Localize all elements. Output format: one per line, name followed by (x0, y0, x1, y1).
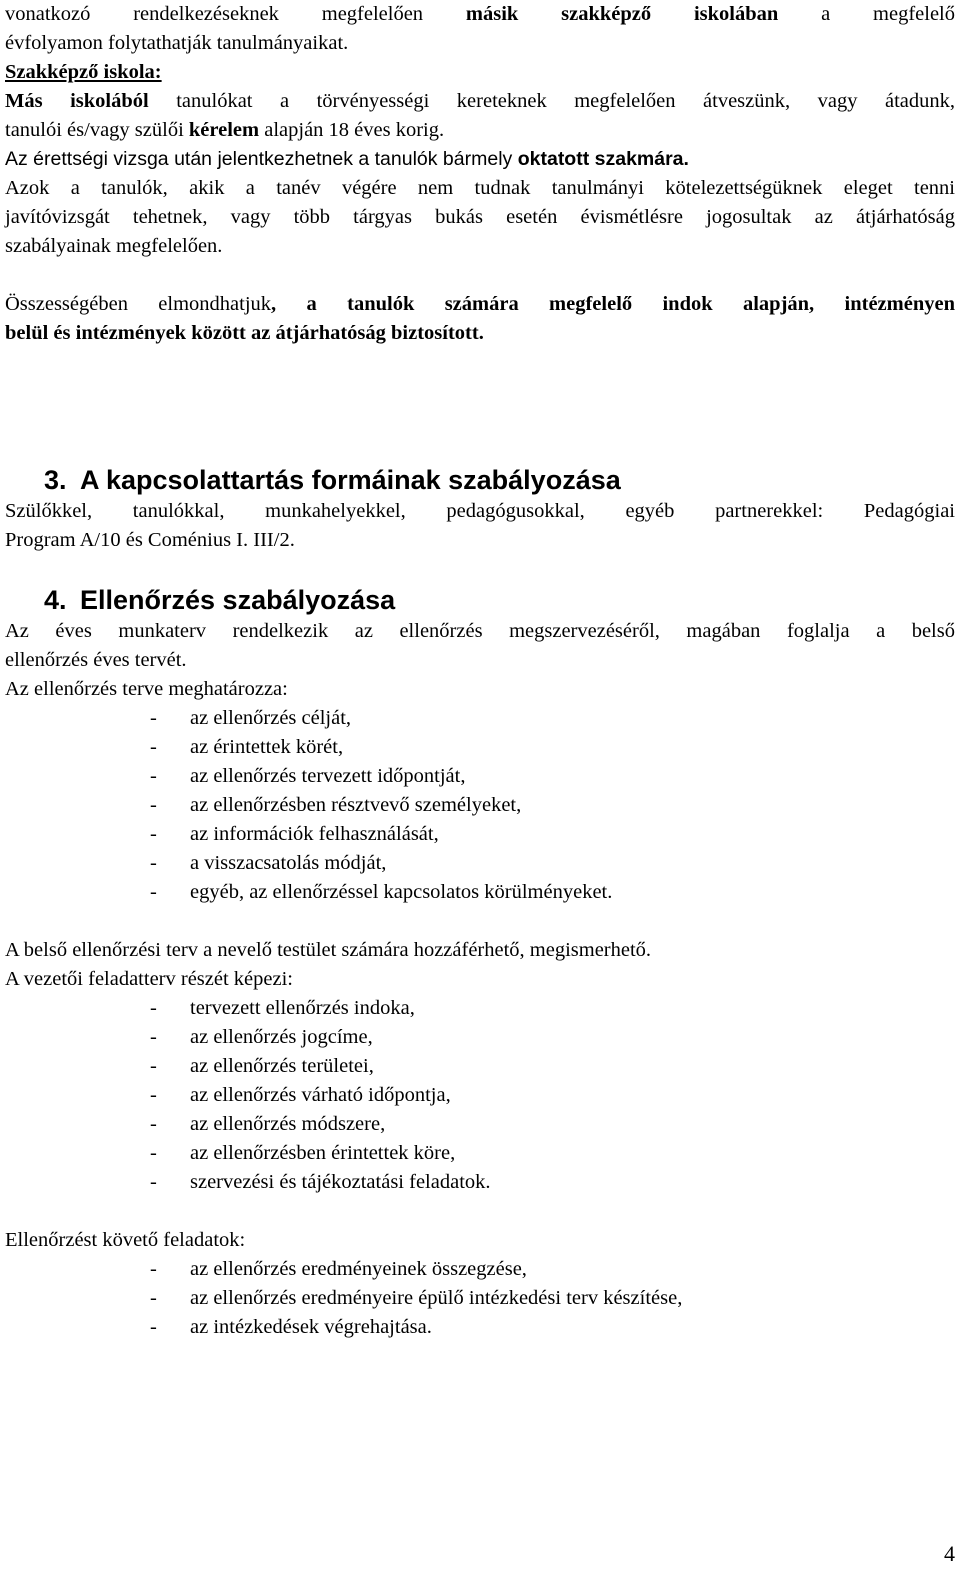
text-span: alapján 18 éves korig. (259, 119, 445, 141)
section-4-line-2: ellenőrzés éves tervét. (5, 649, 187, 671)
kovetes-intro: Ellenőrzést követő feladatok: (5, 1229, 246, 1251)
plan-intro: Az ellenőrzés terve meghatározza: (5, 678, 288, 700)
list-item (150, 1110, 385, 1139)
list-item (150, 1255, 527, 1284)
bold-span: belül és intézmények között az átjárhatóság biztosított. (5, 322, 484, 344)
list-dash: - (150, 823, 157, 845)
list-item (150, 1284, 682, 1313)
text-line-4 (5, 87, 955, 116)
bold-underlined-span: Szakképző iskola: (5, 61, 162, 83)
heading-number: 3. (44, 465, 67, 495)
list-dash: - (150, 794, 157, 816)
list-dash: - (150, 1055, 157, 1077)
text-line-7: Azok a tanulók, akik a tanév végére nem tudnak tanulmányi kötelezettségüknek eleget tenni (5, 177, 955, 199)
list-item-text: az intézkedések végrehajtása. (190, 1316, 432, 1338)
list-dash: - (150, 852, 157, 874)
list-item (150, 1081, 451, 1110)
list-item-text: az ellenőrzés jogcíme, (190, 1026, 373, 1048)
list-item-text: az ellenőrzésben érintettek köre, (190, 1142, 456, 1164)
text-span: Az érettségi vizsga után jelentkezhetnek a tanulók bármely (5, 148, 518, 170)
list-item (150, 1168, 491, 1197)
list-item-text: a visszacsatolás módját, (190, 852, 387, 874)
list-item-text: az ellenőrzés eredményeire épülő intézkedési terv készítése, (190, 1287, 683, 1309)
bold-span: másik szakképző iskolában (465, 3, 779, 25)
list-dash: - (150, 1113, 157, 1135)
list-dash: - (150, 1026, 157, 1048)
list-item (150, 762, 465, 791)
heading-section-4 (44, 584, 395, 616)
list-item-text: az ellenőrzés eredményeinek összegzése, (190, 1258, 527, 1280)
subheading-szakkepzo (5, 58, 955, 87)
list-item (150, 1313, 432, 1342)
text-span: Összességében elmondhatjuk (5, 293, 272, 315)
heading-text: A kapcsolattartás formáinak szabályozása (80, 465, 621, 495)
page-number: 4 (944, 1541, 955, 1566)
section-4-line-1: Az éves munkaterv rendelkezik az ellenőrzés megszervezéséről, magában foglalja a belső (5, 620, 955, 642)
list-dash: - (150, 707, 157, 729)
section-3-line-1: Szülőkkel, tanulókkal, munkahelyekkel, pedagógusokkal, egyéb partnerekkel: Pedagógiai (5, 500, 955, 522)
list-item-text: az ellenőrzés módszere, (190, 1113, 386, 1135)
text-line-11 (5, 319, 955, 348)
list-item (150, 1023, 373, 1052)
belso-terv-line: A belső ellenőrzési terv a nevelő testület számára hozzáférhető, megismerhető. (5, 939, 652, 961)
heading-section-3 (44, 464, 621, 496)
heading-text: Ellenőrzés szabályozása (80, 585, 396, 615)
list-dash: - (150, 1316, 157, 1338)
list-item (150, 878, 612, 907)
text-line-1 (5, 0, 955, 29)
text-line-5 (5, 116, 955, 145)
text-span: a megfelelő (778, 3, 956, 25)
text-line-10 (5, 290, 955, 319)
list-item (150, 704, 351, 733)
list-item-text: az ellenőrzés tervezett időpontját, (190, 765, 466, 787)
list-dash: - (150, 1084, 157, 1106)
list-item-text: az információk felhasználását, (190, 823, 439, 845)
list-item-text: az ellenőrzés célját, (190, 707, 352, 729)
text-span: tanulókat a törvényességi kereteknek megfelelően átveszünk, vagy átadunk, (148, 90, 955, 112)
text-line-9: szabályainak megfelelően. (5, 235, 223, 257)
list-dash: - (150, 765, 157, 787)
list-dash: - (150, 997, 157, 1019)
text-span: tanulói és/vagy szülői (5, 119, 189, 141)
bold-span: kérelem (188, 119, 260, 141)
bold-span: oktatott szakmára. (517, 148, 689, 170)
text-line-6 (5, 145, 955, 174)
bold-span: , a tanulók számára megfelelő indok alapján, intézményen (271, 293, 955, 315)
list-item-text: az érintettek körét, (190, 736, 344, 758)
heading-number: 4. (44, 585, 67, 615)
section-3-line-2: Program A/10 és Coménius I. III/2. (5, 529, 295, 551)
list-dash: - (150, 1142, 157, 1164)
list-item-text: az ellenőrzés várható időpontja, (190, 1084, 451, 1106)
list-item (150, 791, 521, 820)
bold-span: Más iskolából (5, 90, 149, 112)
text-line-2: évfolyamon folytathatják tanulmányaikat. (5, 32, 349, 54)
list-dash: - (150, 1171, 157, 1193)
list-item (150, 820, 439, 849)
list-item-text: szervezési és tájékoztatási feladatok. (190, 1171, 491, 1193)
list-item (150, 849, 386, 878)
list-item-text: tervezett ellenőrzés indoka, (190, 997, 415, 1019)
list-dash: - (150, 736, 157, 758)
list-item (150, 1139, 455, 1168)
list-item (150, 1052, 374, 1081)
list-item (150, 733, 343, 762)
list-item-text: egyéb, az ellenőrzéssel kapcsolatos körülményeket. (190, 881, 613, 903)
list-item-text: az ellenőrzés területei, (190, 1055, 374, 1077)
list-dash: - (150, 1258, 157, 1280)
list-dash: - (150, 1287, 157, 1309)
vezetoi-intro: A vezetői feladatterv részét képezi: (5, 968, 293, 990)
list-item (150, 994, 415, 1023)
text-line-8: javítóvizsgát tehetnek, vagy több tárgyas bukás esetén évismétlésre jogosultak az átjárhatóság (5, 206, 955, 228)
list-item-text: az ellenőrzésben résztvevő személyeket, (190, 794, 522, 816)
text-span: vonatkozó rendelkezéseknek megfelelően (5, 3, 466, 25)
list-dash: - (150, 881, 157, 903)
